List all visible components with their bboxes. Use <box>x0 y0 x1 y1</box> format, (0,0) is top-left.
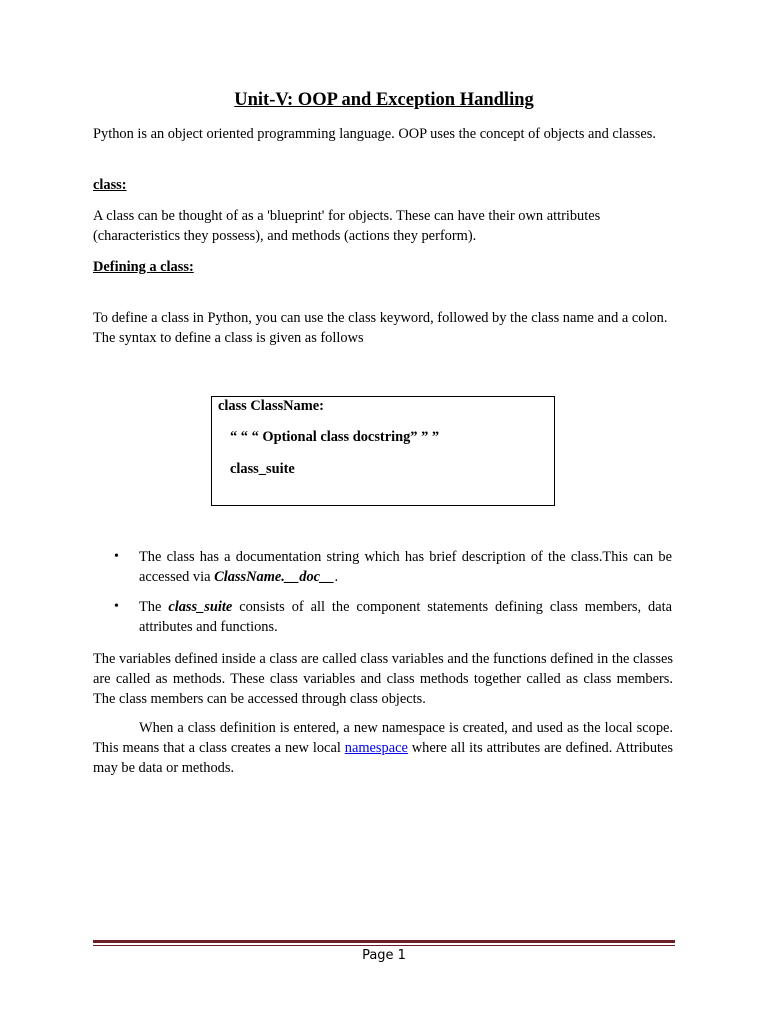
page-number: Page 1 <box>362 948 406 963</box>
bullet-emphasis: class_suite <box>168 599 233 615</box>
bullet-emphasis: ClassName.__doc__ <box>214 569 335 585</box>
defining-class-heading: Defining a class: <box>93 259 194 275</box>
footer-rule-thick <box>93 940 675 943</box>
namespace-text: When a class definition is entered, a new namespace is created, and used as the local scope. This means that a class creates a new local <box>93 720 673 756</box>
footer-rule-thin <box>93 945 675 946</box>
intro-paragraph: Python is an object oriented programming language. OOP uses the concept of objects and classes. <box>93 126 656 142</box>
code-line-docstring: “ “ “ Optional class docstring” ” ” <box>230 429 440 445</box>
bullet-text: consists of all the component statements defining class members, data attributes and functions. <box>139 599 672 635</box>
namespace-link[interactable]: namespace <box>344 740 408 756</box>
bullet-text: The class has a documentation string which has brief description of the class.This can be accessed via <box>139 549 672 585</box>
bullet-item-docstring <box>139 547 672 587</box>
class-variables-paragraph: The variables defined inside a class are called class variables and the functions defined in the classes are called as methods. These class variables and class methods together called as class members. The class members can be accessed through class objects. <box>93 651 673 707</box>
code-line-suite: class_suite <box>230 461 295 477</box>
page-title: Unit-V: OOP and Exception Handling <box>234 90 534 110</box>
code-line-class: class ClassName: <box>218 398 324 414</box>
class-description: A class can be thought of as a 'blueprint' for objects. These can have their own attributes (characteristics they possess), and methods (actions they perform). <box>93 208 601 244</box>
namespace-text: where all its attributes are defined. Attributes may be data or methods. <box>93 740 674 776</box>
bullet-text: The <box>139 599 169 615</box>
class-heading: class: <box>93 177 127 193</box>
bullet-text: . <box>334 569 339 585</box>
bullet-marker: • <box>114 549 119 564</box>
defining-class-description: To define a class in Python, you can use the class keyword, followed by the class name and a colon. The syntax to define a class is given as follows <box>93 310 668 346</box>
namespace-paragraph <box>93 718 673 778</box>
code-syntax-box <box>211 396 555 506</box>
bullet-item-class-suite <box>139 597 672 637</box>
bullet-marker: • <box>114 599 119 614</box>
